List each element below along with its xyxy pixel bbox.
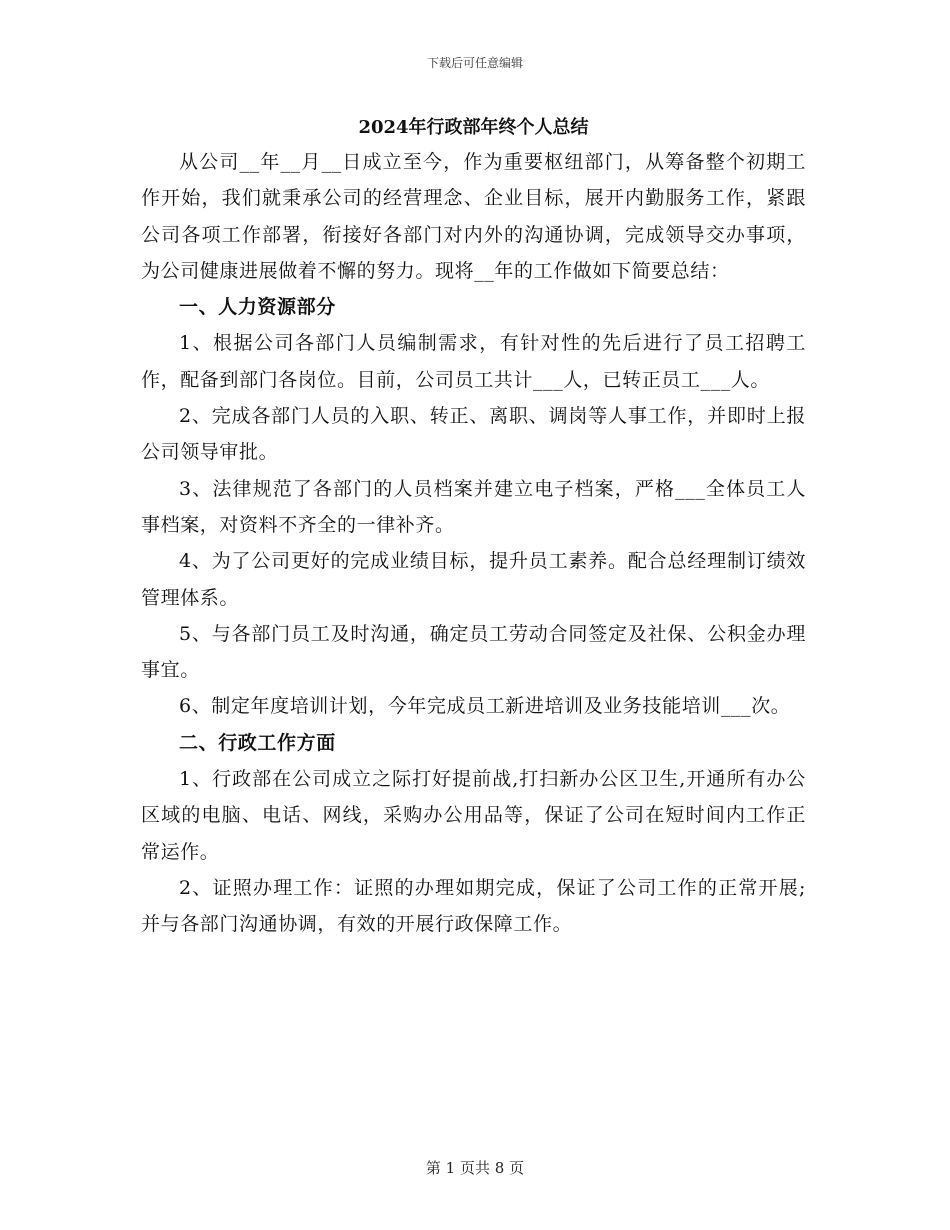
hr-item-6: 6、制定年度培训计划，今年完成员工新进培训及业务技能培训___次。	[179, 695, 791, 718]
header-note: 下载后可任意编辑	[426, 56, 523, 70]
admin-item-1: 1、行政部在公司成立之际打好提前战,打扫新办公区卫生,开通所有办公区域的电脑、电话、网线，采购办公用品等，保证了公司在短时间内工作正常运作。	[141, 768, 806, 863]
admin-item-2: 2、证照办理工作：证照的办理如期完成，保证了公司工作的正常开展;并与各部门沟通协调，有效的开展行政保障工作。	[141, 876, 806, 936]
document-body	[141, 112, 806, 943]
document-title: 2024年行政部年终个人总结	[358, 117, 589, 138]
section-heading-hr: 一、人力资源部分	[179, 296, 336, 319]
intro-paragraph: 从公司__年__月__日成立至今，作为重要枢纽部门，从筹备整个初期工作开始，我们就秉承公司的经营理念、企业目标，展开内勤服务工作，紧跟公司各项工作部署，衔接好各部门对内外的沟通协调，完成领导交办事项，为公司健康进展做着不懈的努力。现将__年的工作做如下简要总结：	[141, 151, 806, 282]
hr-item-3: 3、法律规范了各部门的人员档案并建立电子档案，严格___全体员工人事档案，对资料不齐全的一律补齐。	[141, 477, 806, 536]
hr-item-5: 5、与各部门员工及时沟通，确定员工劳动合同签定及社保、公积金办理事宜。	[141, 622, 806, 682]
hr-item-2: 2、完成各部门人员的入职、转正、离职、调岗等人事工作，并即时上报公司领导审批。	[141, 405, 806, 464]
hr-item-4: 4、为了公司更好的完成业绩目标，提升员工素养。配合总经理制订绩效管理体系。	[141, 550, 806, 609]
hr-item-1: 1、根据公司各部门人员编制需求，有针对性的先后进行了员工招聘工作，配备到部门各岗位。目前，公司员工共计___人，已转正员工___人。	[141, 332, 806, 391]
section-heading-admin: 二、行政工作方面	[179, 731, 336, 754]
page-footer: 第 1 页共 8 页	[425, 1159, 525, 1177]
